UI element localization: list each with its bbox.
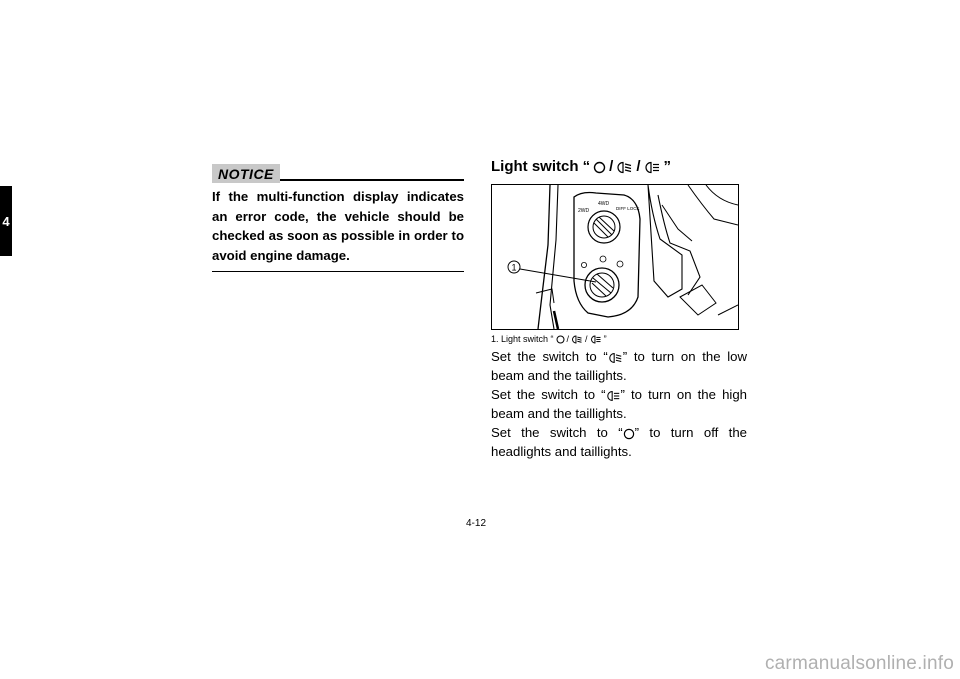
section-title-sep-1: / — [609, 158, 614, 175]
section-title — [491, 157, 747, 177]
paragraph-off — [491, 423, 747, 461]
body-text — [491, 347, 747, 461]
paragraph-high-beam — [491, 385, 747, 423]
p2-prefix: Set the switch to “ — [491, 387, 606, 402]
section-title-suffix: ” — [663, 158, 672, 175]
caption-sep-2: / — [585, 334, 588, 344]
light-switch-figure — [491, 184, 739, 330]
notice-header — [212, 163, 464, 183]
p3-suffix: ” to turn off the headlights and taillights. — [491, 425, 747, 459]
notice-rule — [280, 179, 464, 181]
label-2wd: 2WD — [578, 208, 590, 214]
paragraph-low-beam — [491, 347, 747, 385]
notice-label: NOTICE — [212, 164, 280, 183]
page-number: 4-12 — [466, 518, 487, 529]
high-beam-icon — [644, 161, 661, 174]
caption-prefix: 1. Light switch “ — [491, 334, 554, 344]
figure-illustration — [492, 185, 738, 329]
label-diff-lock: DIFF LOCK — [616, 206, 640, 211]
section-header — [491, 157, 747, 177]
figure-callout-1: 1 — [511, 262, 517, 273]
caption-sep-1: / — [566, 334, 570, 344]
off-circle-icon — [556, 335, 565, 344]
label-4wd: 4WD — [598, 201, 610, 207]
low-beam-icon — [616, 161, 633, 174]
low-beam-icon — [571, 335, 583, 344]
off-circle-icon — [623, 428, 635, 440]
p2-suffix: ” to turn on the high beam and the taillights. — [491, 387, 748, 421]
notice-text: If the multi-function display indicates an error code, the vehicle should be checked as soon as possible in order to avoid engine damage. — [212, 189, 464, 263]
chapter-tab: 4 — [0, 186, 12, 256]
watermark: carmanualsonline.info — [764, 653, 954, 674]
p3-prefix: Set the switch to “ — [491, 425, 623, 440]
figure-caption — [491, 333, 607, 345]
section-title-prefix: Light switch “ — [491, 158, 591, 175]
off-circle-icon — [593, 161, 606, 174]
caption-suffix: ” — [603, 334, 607, 344]
section-title-sep-2: / — [636, 158, 641, 175]
notice-box — [212, 163, 464, 272]
p1-suffix: ” to turn on the low beam and the taillights. — [491, 349, 747, 383]
notice-bottom-rule — [212, 271, 464, 272]
high-beam-icon — [590, 335, 602, 344]
low-beam-icon — [608, 352, 623, 364]
p1-prefix: Set the switch to “ — [491, 349, 608, 364]
high-beam-icon — [606, 390, 621, 402]
